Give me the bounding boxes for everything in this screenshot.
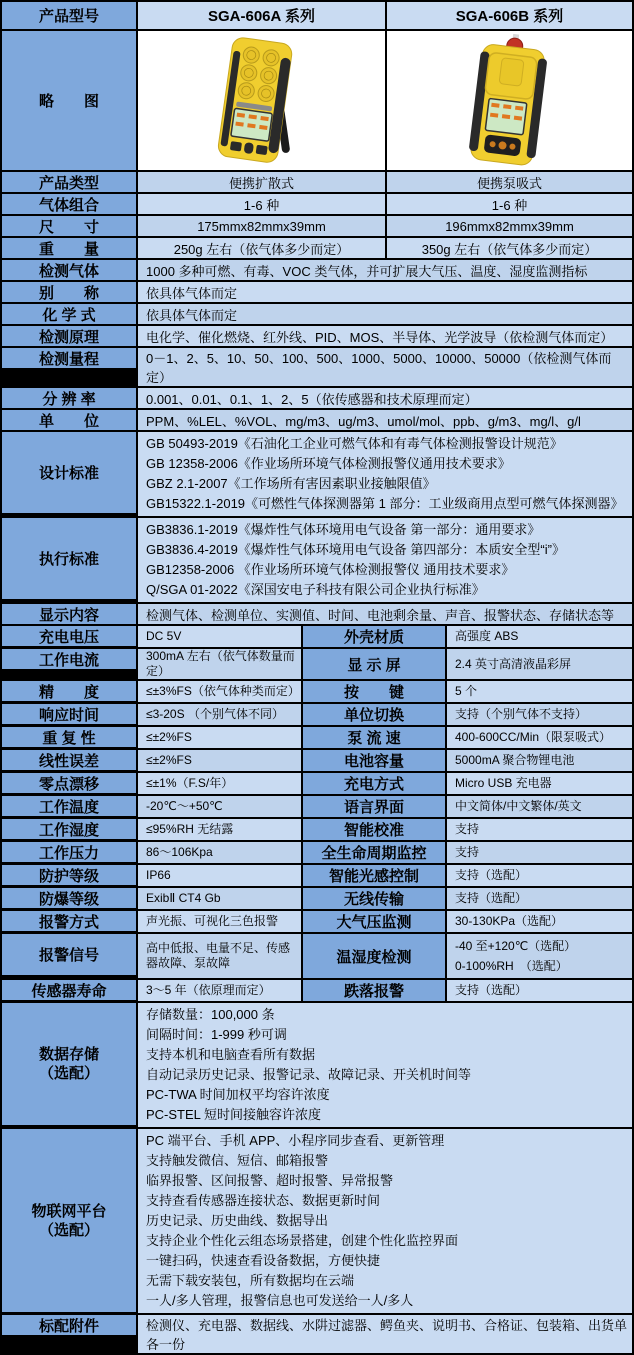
- label-drop-alarm: 跌落报警: [303, 980, 445, 1001]
- value-working-current: 300mA 左右（依气体数量而定）: [138, 649, 301, 679]
- label-iot-platform: 物联网平台 （选配）: [2, 1129, 136, 1312]
- value-sensor-life: 3～5 年（依原理而定）: [138, 980, 301, 1001]
- label-unit-switch: 单位切换: [303, 704, 445, 725]
- value-weight-a: 250g 左右（依气体多少而定）: [138, 238, 385, 258]
- label-detected-gas: 检测气体: [2, 260, 136, 280]
- value-working-pressure: 86～106Kpa: [138, 842, 301, 863]
- iot-line: 无需下载安装包，所有数据均在云端: [146, 1273, 355, 1288]
- label-charging-voltage: 充电电压: [2, 626, 136, 646]
- execution-standard-line: GB3836.1-2019《爆炸性气体环境用电气设备 第一部分：通用要求》: [146, 522, 541, 537]
- execution-standard-line: GB12358-2006 《作业场所环境气体检测报警仪 通用技术要求》: [146, 562, 515, 577]
- label-language-interface: 语言界面: [303, 796, 445, 817]
- value-response-time: ≤3-20S （个别气体不同）: [138, 704, 301, 725]
- value-accessories: 检测仪、充电器、数据线、水阱过滤器、鳄鱼夹、说明书、合格证、包装箱、出货单各一份: [138, 1315, 632, 1353]
- label-linearity-error: 线性误差: [2, 750, 136, 770]
- iot-line: 支持企业个性化云组态场景搭建，创建个性化监控界面: [146, 1233, 459, 1248]
- value-zero-drift: ≤±1%（F.S/年）: [138, 773, 301, 794]
- data-storage-line: 间隔时间：1-999 秒可调: [146, 1027, 287, 1042]
- data-storage-line: 存储数量：100,000 条: [146, 1007, 275, 1022]
- label-display-content: 显示内容: [2, 604, 136, 624]
- label-product-model: 产品型号: [2, 2, 136, 29]
- value-alarm-method: 声光振、可视化三色报警: [138, 911, 301, 932]
- label-data-storage: 数据存储 （选配）: [2, 1003, 136, 1125]
- label-alarm-method: 报警方式: [2, 911, 136, 931]
- value-detection-principle: 电化学、催化燃烧、红外线、PID、MOS、半导体、光学波导（依检测气体而定）: [138, 326, 632, 346]
- value-chemical-formula: 依具体气体而定: [138, 304, 632, 324]
- design-standard-line: GBZ 2.1-2007《工作场所有害因素职业接触限值》: [146, 476, 436, 491]
- label-temp-humidity-detection: 温湿度检测: [303, 934, 445, 978]
- value-smart-calibration: 支持: [447, 819, 632, 840]
- data-storage-line: 自动记录历史记录、报警记录、故障记录、开关机时间等: [146, 1067, 472, 1082]
- value-repeatability: ≤±2%FS: [138, 727, 301, 748]
- label-working-temperature: 工作温度: [2, 796, 136, 816]
- device-a-image: [138, 31, 385, 170]
- execution-standard-line: Q/SGA 01-2022《深国安电子科技有限公司企业执行标准》: [146, 582, 485, 597]
- label-buttons: 按 键: [303, 681, 445, 702]
- sga-606b-device-icon: [397, 33, 623, 168]
- label-resolution: 分 辨 率: [2, 388, 136, 408]
- value-dimensions-a: 175mmx82mmx39mm: [138, 216, 385, 236]
- data-storage-line: 支持本机和电脑查看所有数据: [146, 1047, 316, 1062]
- iot-line: 临界报警、区间报警、超时报警、异常报警: [146, 1173, 394, 1188]
- value-detected-gas: 1000 多种可燃、有毒、VOC 类气体，并可扩展大气压、温度、湿度监测指标: [138, 260, 632, 280]
- value-alias: 依具体气体而定: [138, 282, 632, 302]
- label-sensor-life: 传感器寿命: [2, 980, 136, 1000]
- data-storage-line: PC-STEL 短时间接触容许浓度: [146, 1107, 322, 1122]
- label-smart-calibration: 智能校准: [303, 819, 445, 840]
- value-buttons: 5 个: [447, 681, 632, 702]
- value-gas-combination-a: 1-6 种: [138, 194, 385, 214]
- temp-humidity-line: 0-100%RH （选配）: [455, 959, 568, 973]
- value-unit-switch: 支持（个别气体不支持）: [447, 704, 632, 725]
- device-b-image: [387, 31, 632, 170]
- value-product-type-a: 便携扩散式: [138, 172, 385, 192]
- value-pressure-monitoring: 30-130KPa（选配）: [447, 911, 632, 932]
- value-charging-voltage: DC 5V: [138, 626, 301, 647]
- label-shell-material: 外壳材质: [303, 626, 445, 647]
- iot-line: 一键扫码，快速查看设备数据，方便快捷: [146, 1253, 381, 1268]
- label-pump-flow: 泵 流 速: [303, 727, 445, 748]
- execution-standard-line: GB3836.4-2019《爆炸性气体环境用电气设备 第四部分：本质安全型“i”》: [146, 542, 565, 557]
- value-display-content: 检测气体、检测单位、实测值、时间、电池剩余量、声音、报警状态、存储状态等: [138, 604, 632, 624]
- design-standard-line: GB 12358-2006《作业场所环境气体检测报警仪通用技术要求》: [146, 456, 511, 471]
- label-detection-principle: 检测原理: [2, 326, 136, 346]
- label-repeatability: 重 复 性: [2, 727, 136, 747]
- label-accuracy: 精 度: [2, 681, 136, 701]
- value-product-type-b: 便携泵吸式: [387, 172, 632, 192]
- label-product-type: 产品类型: [2, 172, 136, 192]
- value-design-standard: [138, 432, 632, 516]
- label-weight: 重 量: [2, 238, 136, 258]
- label-pressure-monitoring: 大气压监测: [303, 911, 445, 932]
- design-standard-line: GB 50493-2019《石油化工企业可燃气体和有毒气体检测报警设计规范》: [146, 436, 563, 451]
- header-series-b: SGA-606B 系列: [387, 2, 632, 29]
- value-protection-rating: IP66: [138, 865, 301, 886]
- value-explosion-proof-rating: ExibⅡ CT4 Gb: [138, 888, 301, 909]
- value-wireless-transmission: 支持（选配）: [447, 888, 632, 909]
- value-detection-range: 0－1、2、5、10、50、100、500、1000、5000、10000、50000（依检测气体而定）: [138, 348, 632, 386]
- temp-humidity-line: -40 至+120℃（选配）: [455, 939, 577, 953]
- value-lifecycle-monitoring: 支持: [447, 842, 632, 863]
- value-accuracy: ≤±3%FS（依气体种类而定）: [138, 681, 301, 702]
- value-pump-flow: 400-600CC/Min（限泵吸式）: [447, 727, 632, 748]
- label-working-pressure: 工作压力: [2, 842, 136, 862]
- label-design-standard: 设计标准: [2, 432, 136, 513]
- label-chemical-formula: 化 学 式: [2, 304, 136, 324]
- value-language-interface: 中文简体/中文繁体/英文: [447, 796, 632, 817]
- design-standard-line: GB15322.1-2019《可燃性气体探测器第 1 部分：工业级商用点型可燃气体探测器》: [146, 496, 624, 511]
- label-dimensions: 尺 寸: [2, 216, 136, 236]
- iot-line: PC 端平台、手机 APP、小程序同步查看、更新管理: [146, 1133, 445, 1148]
- label-unit: 单 位: [2, 410, 136, 430]
- label-charging-method: 充电方式: [303, 773, 445, 794]
- header-series-a: SGA-606A 系列: [138, 2, 385, 29]
- label-working-humidity: 工作湿度: [2, 819, 136, 839]
- label-protection-rating: 防护等级: [2, 865, 136, 885]
- label-explosion-proof-rating: 防爆等级: [2, 888, 136, 908]
- iot-line: 历史记录、历史曲线、数据导出: [146, 1213, 329, 1228]
- data-storage-line: PC-TWA 时间加权平均容许浓度: [146, 1087, 330, 1102]
- value-alarm-signal: 高中低报、电量不足、传感器故障、泵故障: [138, 934, 301, 978]
- iot-line: 支持查看传感器连接状态、数据更新时间: [146, 1193, 381, 1208]
- label-accessories: 标配附件: [2, 1315, 136, 1335]
- value-working-humidity: ≤95%RH 无结露: [138, 819, 301, 840]
- value-temp-humidity-detection: [447, 934, 632, 978]
- label-detection-range: 检测量程: [2, 348, 136, 368]
- label-display-screen: 显 示 屏: [303, 649, 445, 679]
- value-linearity-error: ≤±2%FS: [138, 750, 301, 771]
- label-light-sensing-control: 智能光感控制: [303, 865, 445, 886]
- value-gas-combination-b: 1-6 种: [387, 194, 632, 214]
- label-gas-combination: 气体组合: [2, 194, 136, 214]
- value-data-storage: [138, 1003, 632, 1127]
- value-dimensions-b: 196mmx82mmx39mm: [387, 216, 632, 236]
- label-zero-drift: 零点漂移: [2, 773, 136, 793]
- value-execution-standard: [138, 518, 632, 602]
- iot-line: 支持触发微信、短信、邮箱报警: [146, 1153, 329, 1168]
- value-charging-method: Micro USB 充电器: [447, 773, 632, 794]
- value-drop-alarm: 支持（选配）: [447, 980, 632, 1001]
- value-weight-b: 350g 左右（依气体多少而定）: [387, 238, 632, 258]
- label-alias: 别 称: [2, 282, 136, 302]
- value-light-sensing-control: 支持（选配）: [447, 865, 632, 886]
- value-unit: PPM、%LEL、%VOL、mg/m3、ug/m3、umol/mol、ppb、g/m3、mg/l、g/l: [138, 410, 632, 430]
- value-shell-material: 高强度 ABS: [447, 626, 632, 647]
- label-alarm-signal: 报警信号: [2, 934, 136, 975]
- sga-606a-device-icon: [147, 33, 377, 168]
- value-iot-platform: [138, 1129, 632, 1313]
- label-working-current: 工作电流: [2, 649, 136, 669]
- label-wireless-transmission: 无线传输: [303, 888, 445, 909]
- value-display-screen: 2.4 英寸高清液晶彩屏: [447, 649, 632, 679]
- label-execution-standard: 执行标准: [2, 518, 136, 599]
- value-resolution: 0.001、0.01、0.1、1、2、5（依传感器和技术原理而定）: [138, 388, 632, 408]
- label-battery-capacity: 电池容量: [303, 750, 445, 771]
- value-working-temperature: -20℃～+50℃: [138, 796, 301, 817]
- label-response-time: 响应时间: [2, 704, 136, 724]
- value-battery-capacity: 5000mA 聚合物锂电池: [447, 750, 632, 771]
- iot-line: 一人/多人管理，报警信息也可发送给一人/多人: [146, 1293, 414, 1308]
- label-lifecycle-monitoring: 全生命周期监控: [303, 842, 445, 863]
- label-sketch: 略 图: [2, 31, 136, 170]
